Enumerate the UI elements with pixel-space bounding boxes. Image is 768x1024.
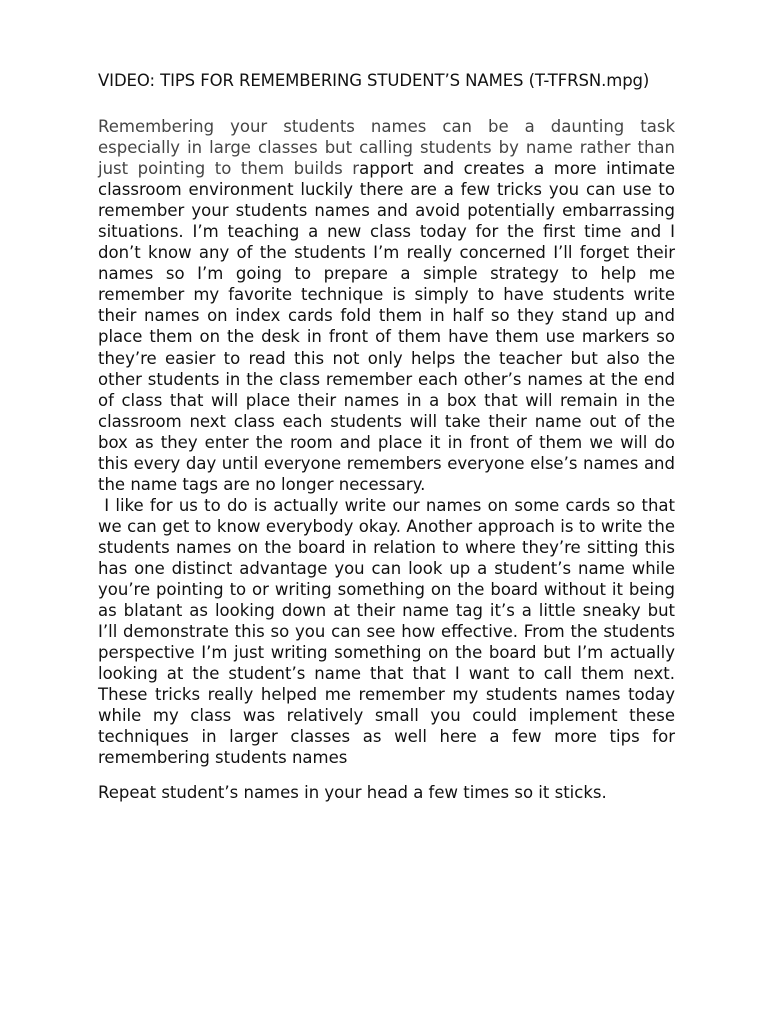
paragraph-approach: I like for us to do is actually write our names on some cards so that we can get to know everybody okay. Another approach is to write the students names on the board in relation to where they’re sitting this has one distinct advantage you can look up a student’s name while you’re pointing to or writing something on the board without it being as blatant as looking down at their name tag it’s a little sneaky but I’ll demonstrate this so you can see how effective. From the students perspective I’m just writing something on the board but I’m actually looking at the student’s name that that I want to call them next. These tricks really helped me remember my students names today while my class was relatively small you could implement these techniques in larger classes as well here a few more tips for remembering students names [98,495,681,768]
paragraph-intro-lead: Remembering your students names can be a daunting task especially in large classes but calling students by name rather than just pointing to them builds r [98,117,675,179]
paragraph-intro [98,116,675,495]
document-page [98,70,681,804]
paragraph-intro-rest: apport and creates a more intimate classroom environment luckily there are a few tricks you can use to remember your students names and avoid potentially embarrassing situations. I’m teaching a new class today for the first time and I don’t know any of the students I’m really concerned I’ll forget their names so I’m going to prepare a simple strategy to help me remember my favorite technique is simply to have students write their names on index cards fold them in half so they stand up and place them on the desk in front of them have them use markers so they’re easier to read this not only helps the teacher but also the other students in the class remember each other’s names at the end of class that will place their names in a box that will remain in the classroom next class each students will take their name out of the box as they enter the room and place it in front of them we will do this every day until everyone remembers everyone else’s names and the name tags are no longer necessary. [98,159,675,494]
paragraph-tip: Repeat student’s names in your head a few times so it sticks. [98,783,607,803]
document-title: VIDEO: TIPS FOR REMEMBERING STUDENT’S NAMES (T-TFRSN.mpg) [98,71,650,90]
